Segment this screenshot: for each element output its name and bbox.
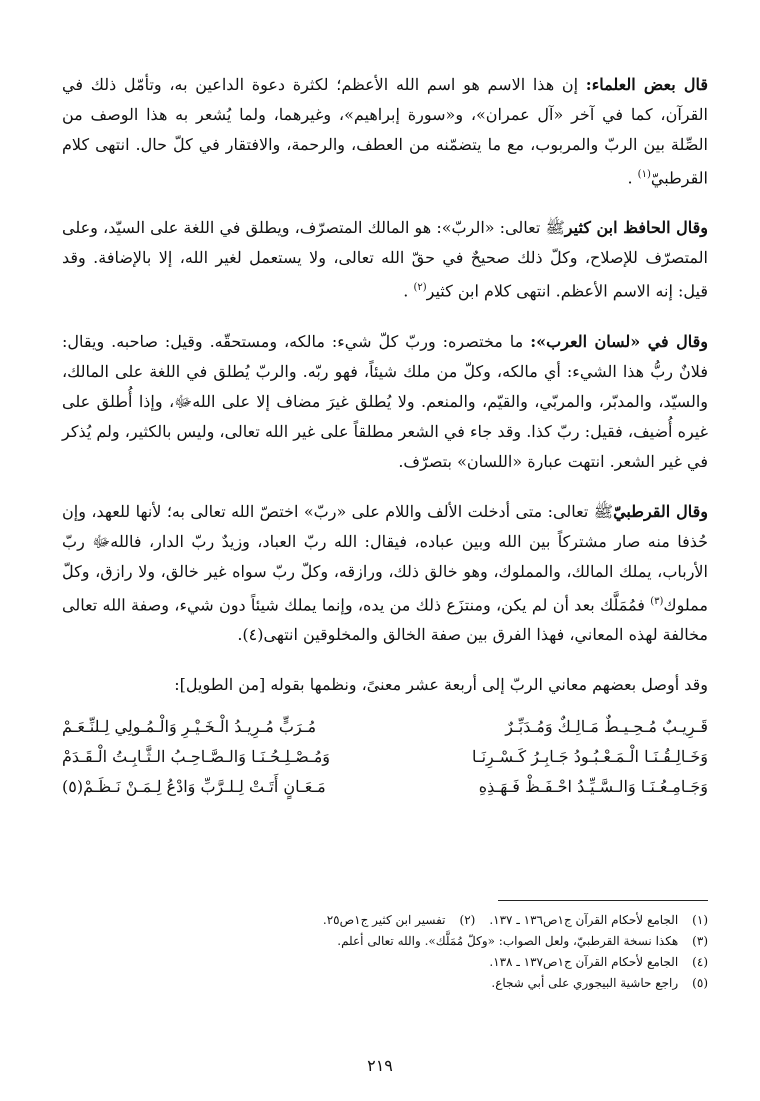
footnote bbox=[62, 973, 708, 994]
paragraph-3 bbox=[62, 327, 708, 477]
verse-second-hemistich: وَمُـصْـلِـحُـنَـا وَالـصَّـاحِـبُ الـثَّـابِـتُ الْـقَـدَمْ bbox=[62, 746, 330, 766]
verse-second-hemistich: مُـرَبٍّ مُـرِيـدُ الْـخَـيْـرِ وَالْـمُـولِي لِـلنِّـعَـمْ bbox=[62, 716, 317, 736]
paragraph-1 bbox=[62, 70, 708, 193]
page-number: ٢١٩ bbox=[367, 1056, 393, 1075]
footnote-text: الجامع لأحكام القرآن ج١ص١٣٦ ـ ١٣٧. bbox=[489, 913, 679, 927]
poem bbox=[62, 712, 708, 802]
page-body bbox=[62, 70, 708, 802]
footnote-divider bbox=[498, 900, 708, 901]
paragraph-lead: وقال في «لسان العرب»: bbox=[530, 331, 709, 351]
poem-verse bbox=[62, 712, 708, 742]
paragraph-text: ﷺ تعالى: «الربّ»: هو المالك المتصرّف، ويطلق في اللغة على السيّد، وعلى المتصرّف للإصلاح، وكلّ ذلك صحيحٌ في حقّ الله تعالى، ولا يستعمل لغير الله، إلا بالإضافة. وقد قيل: إنه الاسم الأعظم. انتهى كلام ابن كثير bbox=[62, 218, 708, 301]
footnote-text: الجامع لأحكام القرآن ج١ص١٣٧ ـ ١٣٨. bbox=[489, 955, 679, 969]
footnote bbox=[62, 910, 708, 931]
paragraph-5 bbox=[62, 670, 708, 700]
footnote-ref[interactable]: (١) bbox=[637, 169, 651, 180]
paragraph-tail: . bbox=[627, 168, 638, 188]
verse-second-hemistich: مَـعَـانٍ أَتَـتْ لِـلـرَّبِّ وَادْعُ لِـمَـنْ نَـظَـمْ(٥) bbox=[62, 776, 326, 796]
verse-first-hemistich: وَخَـالِـقُـنَـا الْـمَـعْـبُـودُ جَـابِـرُ كَـسْـرِنَـا bbox=[472, 746, 708, 766]
paragraph-lead: وقال الحافظ ابن كثير bbox=[564, 218, 709, 238]
paragraph-lead: وقال القرطبيّ bbox=[613, 501, 708, 521]
paragraph-tail: فمُمَلَّك بعد أن لم يكن، ومنتزَع ذلك من يده، وإنما يملك شيئاً دون شيء، وصفة الله تعالى مخالفة لهذه المعاني، فهذا الفرق بين صفة الخالق والمخلوقين انتهى(٤). bbox=[62, 594, 708, 644]
paragraph-lead: قال بعض العلماء: bbox=[585, 75, 709, 94]
paragraph-2 bbox=[62, 213, 708, 306]
footnote-number: (٣) bbox=[692, 934, 708, 948]
footnotes bbox=[62, 910, 708, 994]
footnote bbox=[62, 931, 708, 952]
paragraph-tail: . bbox=[403, 281, 414, 301]
paragraph-text: إن هذا الاسم هو اسم الله الأعظم؛ لكثرة دعوة الداعين به، وتأمّل ذلك في القرآن، كما في آخر «آل عمران»، و«سورة إبراهيم»، وغيرهما، ولما يُشعر به هذا الوصف من الصِّلة بين الربّ والمربوب، مع ما يتضمّنه من العطف، والرحمة، والافتقار في كلّ حال. انتهى كلام القرطبيّ bbox=[62, 75, 708, 188]
poem-verse bbox=[62, 742, 708, 772]
footnote-text: هكذا نسخة القرطبيّ، ولعل الصواب: «وكلّ مُمَلَّك». والله تعالى أعلم. bbox=[337, 934, 679, 948]
footnote-ref[interactable]: (٢) bbox=[413, 282, 427, 294]
paragraph-text: ما مختصره: وربّ كلّ شيء: مالكه، ومستحقّه. وقيل: صاحبه. ويقال: فلانٌ ربُّ هذا الشيء: أي مالكه، وكلّ من ملك شيئاً، فهو ربّه. والربّ يُطلق في اللغة على المالك، والسيّد، والمدبّر، والمربّي، والقيّم، والمنعم. ولا يُطلق غيرَ مضاف إلا على اللهﷻ، وإذا أُطلق على غيره أُضيف، فقيل: ربّ كذا. وقد جاء في الشعر مطلقاً على غير الله تعالى، وليس بالكثير، ولم يُذكر في غير الشعر. انتهت عبارة «اللسان» بتصرّف. bbox=[62, 331, 708, 471]
footnote-text: راجع حاشية البيجوري على أبي شجاع. bbox=[491, 976, 679, 990]
footnote-number: (٤) bbox=[692, 955, 708, 969]
footnote-text: تفسير ابن كثير ج١ص٢٥. bbox=[322, 913, 446, 927]
paragraph-text: ﷺ تعالى: متى أدخلت الألف واللام على «ربّ» اختصّ الله تعالى به؛ لأنها للعهد، وإن حُذفا منه صار مشتركاً بين الله وبين عباده، فيقال: الله ربّ العباد، وزيدٌ ربّ الدار، فاللهﷻ ربّ الأرباب، يملك المالك، والمملوك، وهو خالق ذلك، ورازقه، وكلّ ربّ سواه غير خالق، ولا رازق، وكلّ مملوك bbox=[62, 501, 709, 614]
footnote-number: (٢) bbox=[459, 913, 476, 927]
verse-first-hemistich: وَجَـامِـعُـنَـا وَالـسَّـيِّـدُ احْـفَـظْ فَـهَـذِهِ bbox=[478, 776, 708, 796]
paragraph-text: وقد أوصل بعضهم معاني الربّ إلى أربعة عشر معنىً، ونظمها بقوله [من الطويل]: bbox=[174, 674, 708, 694]
footnote-number: (٥) bbox=[692, 976, 708, 990]
footnote-number: (١) bbox=[692, 913, 708, 927]
footnote-ref[interactable]: (٣) bbox=[650, 595, 664, 607]
verse-first-hemistich: قَـرِيـبٌ مُـحِـيـطٌ مَـالِـكٌ وَمُـدَبِّـرٌ bbox=[505, 716, 708, 736]
poem-verse bbox=[62, 772, 708, 802]
footnote bbox=[62, 952, 708, 973]
paragraph-4 bbox=[62, 497, 708, 650]
